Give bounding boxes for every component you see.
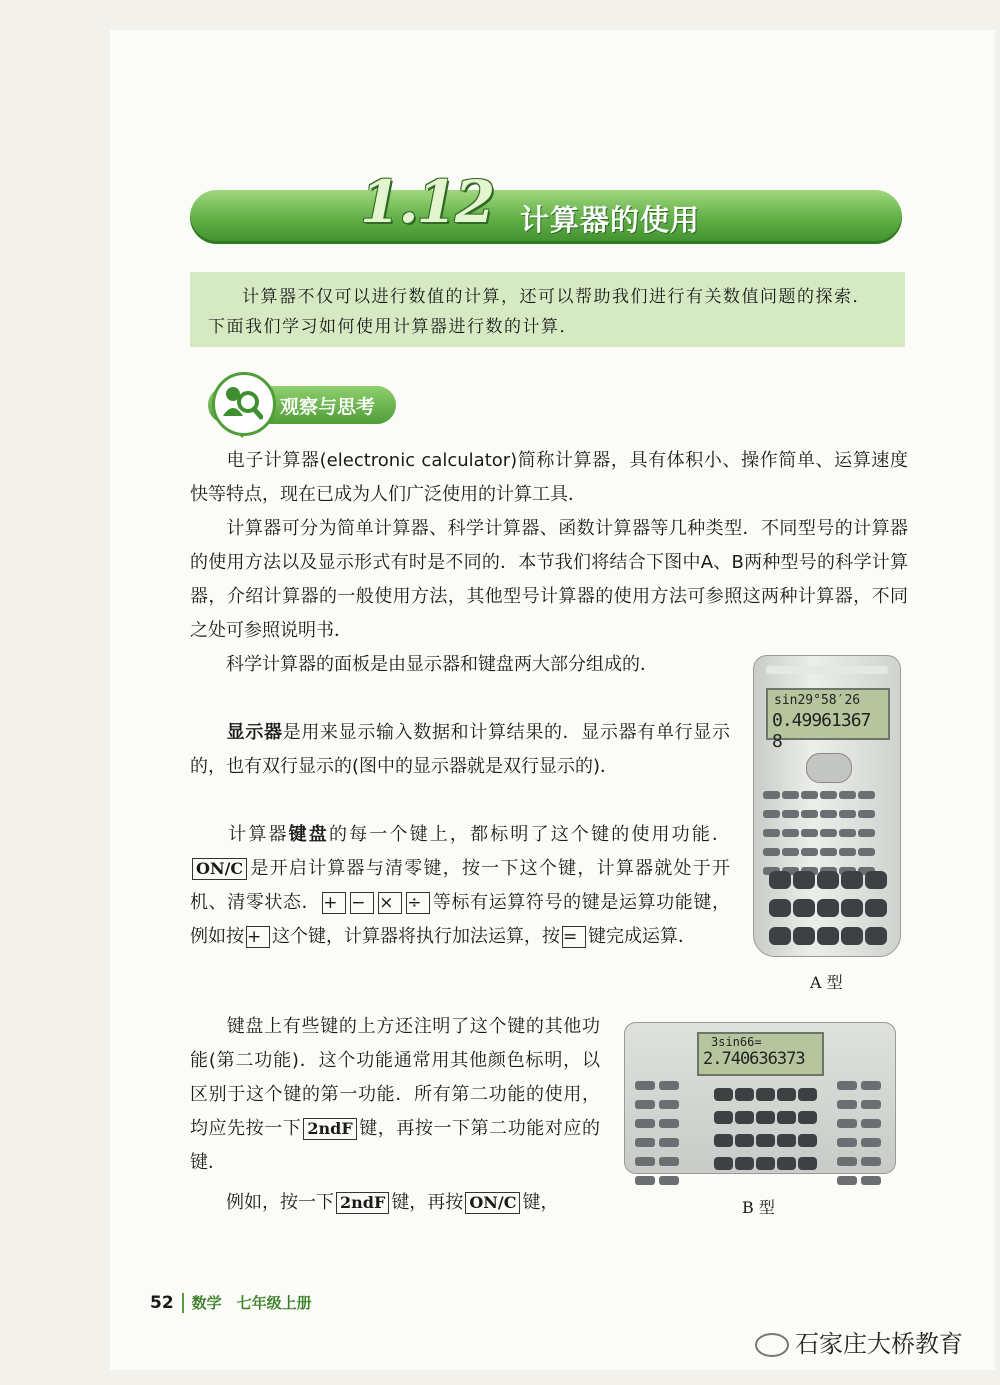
- plus-key: +: [322, 892, 346, 914]
- calculator-a-display-line1: sin29°58′26: [774, 693, 861, 708]
- divide-key: ÷: [406, 892, 430, 914]
- calculator-a-image: [753, 655, 901, 957]
- times-key: ×: [378, 892, 402, 914]
- paragraph-2-text: 计算器可分为简单计算器、科学计算器、函数计算器等几种类型．不同型号的计算器的使用方法以及显示形式有时是不同的．本节我们将结合下图中A、B两种型号的科学计算器，介绍计算器的一般使用方法，其他型号计算器的使用方法可参照这两种计算器，不同之处可参照说明书．: [190, 518, 908, 641]
- paragraph-4: [190, 716, 730, 784]
- calculator-a-display-line2: 0.49961367 8: [772, 710, 871, 752]
- paragraph-6: [190, 1010, 600, 1180]
- p5-d: 等标有运算符号的键是运算功能键，例如按: [190, 892, 731, 947]
- p6-b: 键，再按一下第二功能对应的键．: [190, 1118, 600, 1173]
- calculator-a-brand-strip: [766, 666, 888, 674]
- p5-b: 的每一个键上，都标明了这个键的使用功能．: [328, 824, 731, 845]
- keyboard-term: 键盘: [288, 824, 329, 845]
- p6-a: 键盘上有些键的上方还注明了这个键的其他功能(第二功能)．这个功能通常用其他颜色标明，以区别于这个键的第一功能．所有第二功能的使用，均应先按一下: [190, 1016, 600, 1139]
- p5-f: 键完成运算．: [588, 926, 696, 947]
- p7-b: 键，再按: [391, 1192, 464, 1213]
- 2ndf-key: 2ndF: [303, 1118, 356, 1140]
- calculator-b-caption: B 型: [742, 1198, 775, 1217]
- calculator-b-right-keys: [835, 1078, 887, 1192]
- p5-c: 是开启计算器与清零键，按一下这个键，计算器就处于开机、清零状态．: [190, 858, 730, 913]
- calculator-b-display-line1: 3sin66=: [711, 1035, 762, 1049]
- watermark: [755, 1324, 963, 1359]
- p5-a: 计算器: [226, 824, 289, 845]
- section-title: 计算器的使用: [520, 203, 701, 237]
- intro-box: [190, 272, 905, 347]
- equals-key: =: [562, 926, 586, 948]
- paragraph-7: [190, 1186, 600, 1220]
- minus-key: −: [350, 892, 374, 914]
- on-c-key: ON/C: [192, 858, 247, 880]
- calculator-b-number-keys: [713, 1085, 818, 1177]
- wechat-icon: [755, 1333, 789, 1357]
- plus-key-example: +: [246, 926, 270, 948]
- calculator-a-function-keys: [762, 786, 892, 881]
- section-number: 1.12: [360, 168, 494, 236]
- page-footer: [150, 1292, 312, 1313]
- calculator-a-number-keys: [768, 868, 890, 952]
- p7-c: 键，: [522, 1192, 559, 1213]
- p7-a: 例如，按一下: [226, 1192, 334, 1213]
- calculator-a-arrow-pad-icon: [806, 753, 852, 783]
- display-term: 显示器: [226, 722, 283, 743]
- footer-divider: [182, 1293, 184, 1313]
- book-subject: 数学 七年级上册: [191, 1294, 312, 1312]
- paragraph-1-text: 电子计算器(electronic calculator)简称计算器，具有体积小、操作简单、运算速度快等特点，现在已成为人们广泛使用的计算工具．: [190, 450, 908, 505]
- paragraph-5: [190, 818, 730, 954]
- on-c-key-example: ON/C: [465, 1192, 520, 1214]
- calculator-b-display: [697, 1032, 824, 1076]
- paragraph-3-text: 科学计算器的面板是由显示器和键盘两大部分组成的．: [226, 654, 658, 675]
- 2ndf-key-example: 2ndF: [336, 1192, 389, 1214]
- calculator-b-display-line2: 2.740636373: [703, 1049, 805, 1069]
- paragraph-2: [190, 512, 908, 648]
- calculator-b-left-keys: [633, 1078, 685, 1192]
- p5-e: 这个键，计算器将执行加法运算，按: [272, 926, 560, 947]
- magnifier-person-icon: [212, 372, 276, 436]
- intro-text: 计算器不仅可以进行数值的计算，还可以帮助我们进行有关数值问题的探索．下面我们学习如何使用计算器进行数的计算．: [208, 287, 871, 337]
- observe-badge-label: 观察与思考: [280, 396, 376, 418]
- calculator-a-caption: A 型: [810, 973, 843, 992]
- page-number: 52: [150, 1293, 174, 1313]
- paragraph-3: [190, 648, 730, 682]
- calculator-b-image: [624, 1022, 896, 1174]
- calculator-a-display: [766, 688, 890, 752]
- paragraph-1: [190, 444, 908, 512]
- watermark-text: 石家庄大桥教育: [795, 1330, 963, 1358]
- paragraph-4-text: 是用来显示输入数据和计算结果的．显示器有单行显示的，也有双行显示的(图中的显示器就是双行显示的)．: [190, 722, 731, 777]
